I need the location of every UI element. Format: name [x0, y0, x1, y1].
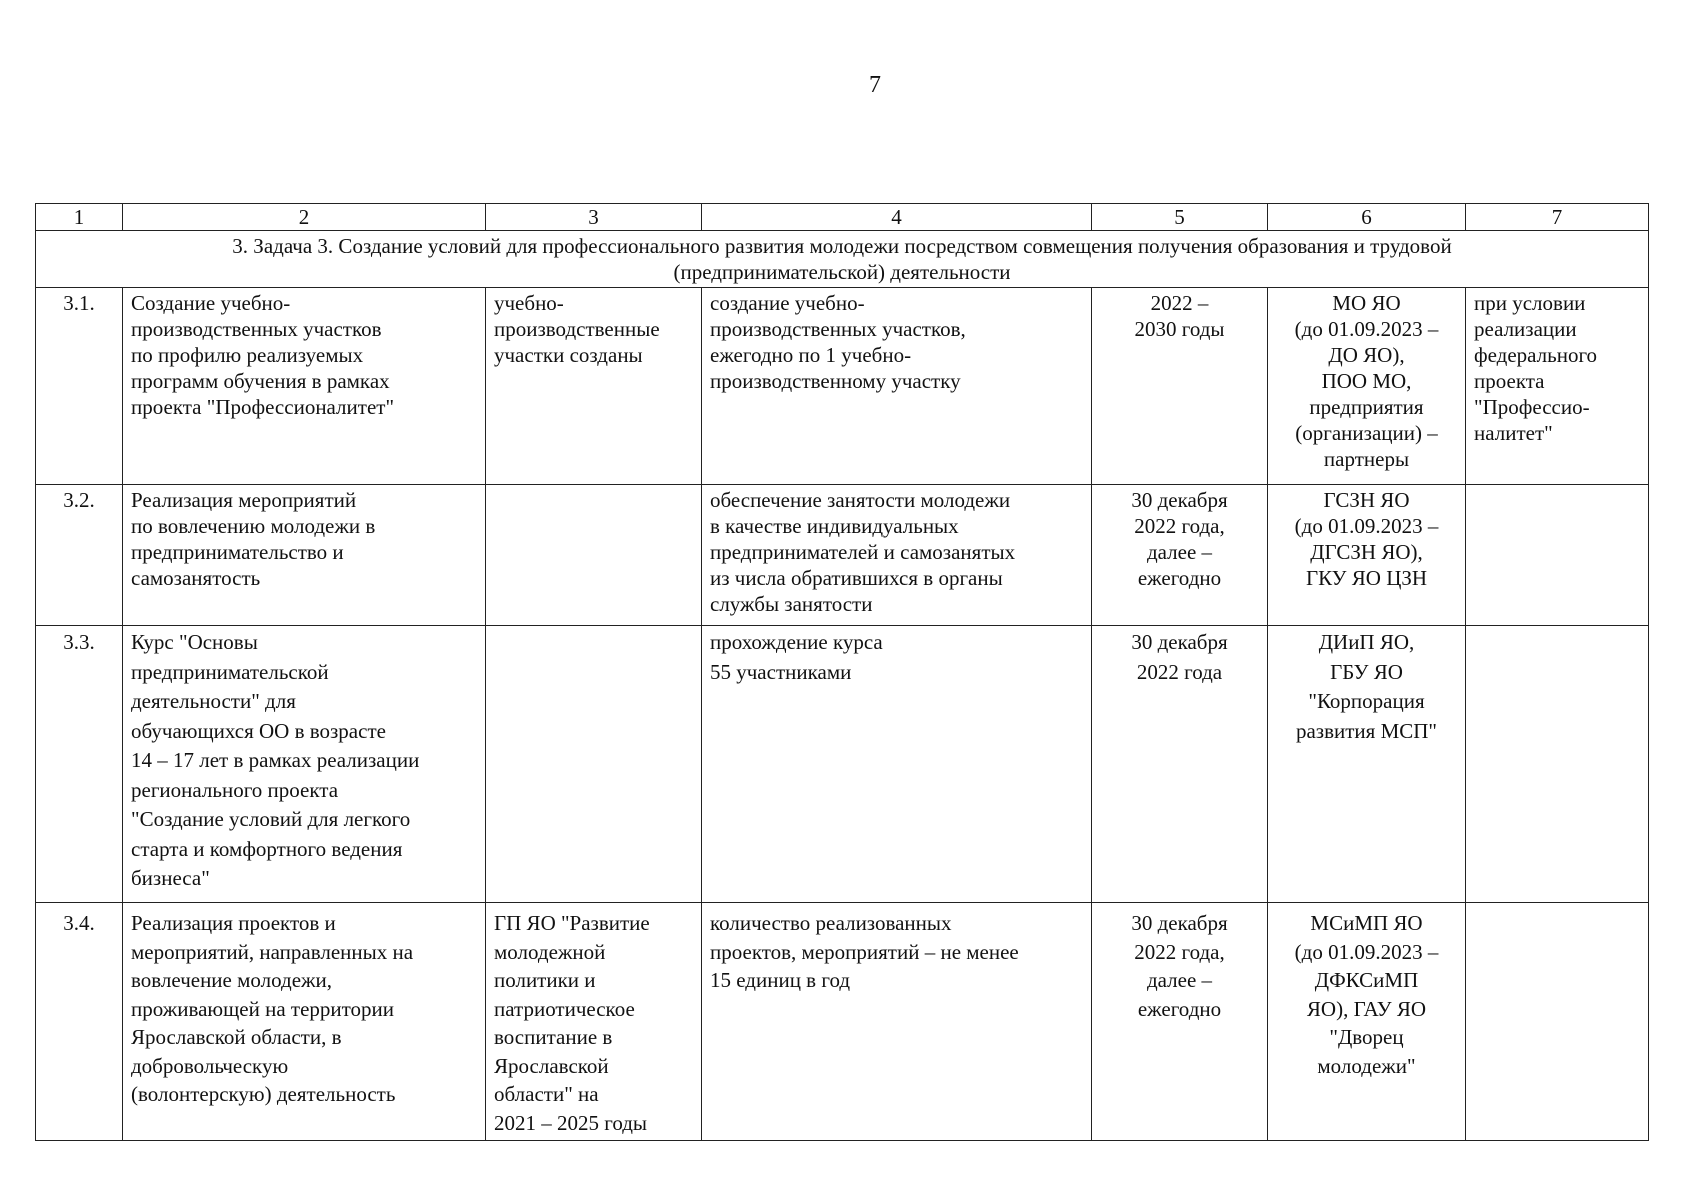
indicator-cell: прохождение курса 55 участниками	[702, 626, 1092, 903]
activity-cell: Курс "Основы предпринимательской деятельности" для обучающихся ОО в возрасте 14 – 17 лет в рамках реализации регионального проекта "Создание условий для легкого старта и комфортного ведения бизнеса"	[123, 626, 486, 903]
deadline-cell: 30 декабря 2022 года, далее – ежегодно	[1092, 903, 1268, 1141]
note-cell: при условии реализации федерального проекта "Профессио- налитет"	[1466, 288, 1649, 485]
result-cell	[486, 485, 702, 626]
deadline-cell: 2022 – 2030 годы	[1092, 288, 1268, 485]
activity-cell: Реализация мероприятий по вовлечению молодежи в предпринимательство и самозанятость	[123, 485, 486, 626]
deadline-cell: 30 декабря 2022 года	[1092, 626, 1268, 903]
activity-cell: Создание учебно- производственных участков по профилю реализуемых программ обучения в рамках проекта "Профессионалитет"	[123, 288, 486, 485]
note-cell	[1466, 485, 1649, 626]
result-cell: ГП ЯО "Развитие молодежной политики и патриотическое воспитание в Ярославской области" на 2021 – 2025 годы	[486, 903, 702, 1141]
result-cell: учебно- производственные участки созданы	[486, 288, 702, 485]
table-row	[36, 485, 1649, 626]
table-row	[36, 626, 1649, 903]
row-number: 3.4.	[36, 903, 123, 1141]
task-header-row	[36, 231, 1649, 288]
activities-table	[35, 203, 1649, 1141]
note-cell	[1466, 903, 1649, 1141]
page-number: 7	[869, 72, 881, 98]
deadline-cell: 30 декабря 2022 года, далее – ежегодно	[1092, 485, 1268, 626]
column-header: 3	[486, 204, 702, 231]
executor-cell: ГСЗН ЯО (до 01.09.2023 – ДГСЗН ЯО), ГКУ ЯО ЦЗН	[1268, 485, 1466, 626]
row-number: 3.2.	[36, 485, 123, 626]
executor-cell: ДИиП ЯО, ГБУ ЯО "Корпорация развития МСП"	[1268, 626, 1466, 903]
row-number: 3.3.	[36, 626, 123, 903]
column-header: 6	[1268, 204, 1466, 231]
column-header: 4	[702, 204, 1092, 231]
task-header: 3. Задача 3. Создание условий для профессионального развития молодежи посредством совмещения получения образования и трудовой (предпринимательской) деятельности	[36, 231, 1649, 288]
result-cell	[486, 626, 702, 903]
note-cell	[1466, 626, 1649, 903]
executor-cell: МСиМП ЯО (до 01.09.2023 – ДФКСиМП ЯО), ГАУ ЯО "Дворец молодежи"	[1268, 903, 1466, 1141]
column-header: 2	[123, 204, 486, 231]
column-header: 5	[1092, 204, 1268, 231]
column-number-row	[36, 204, 1649, 231]
indicator-cell: количество реализованных проектов, мероприятий – не менее 15 единиц в год	[702, 903, 1092, 1141]
table-row	[36, 903, 1649, 1141]
column-header: 1	[36, 204, 123, 231]
column-header: 7	[1466, 204, 1649, 231]
row-number: 3.1.	[36, 288, 123, 485]
executor-cell: МО ЯО (до 01.09.2023 – ДО ЯО), ПОО МО, предприятия (организации) – партнеры	[1268, 288, 1466, 485]
indicator-cell: создание учебно- производственных участков, ежегодно по 1 учебно- производственному участку	[702, 288, 1092, 485]
indicator-cell: обеспечение занятости молодежи в качестве индивидуальных предпринимателей и самозанятых из числа обратившихся в органы службы занятости	[702, 485, 1092, 626]
table-row	[36, 288, 1649, 485]
activity-cell: Реализация проектов и мероприятий, направленных на вовлечение молодежи, проживающей на территории Ярославской области, в добровольческую (волонтерскую) деятельность	[123, 903, 486, 1141]
